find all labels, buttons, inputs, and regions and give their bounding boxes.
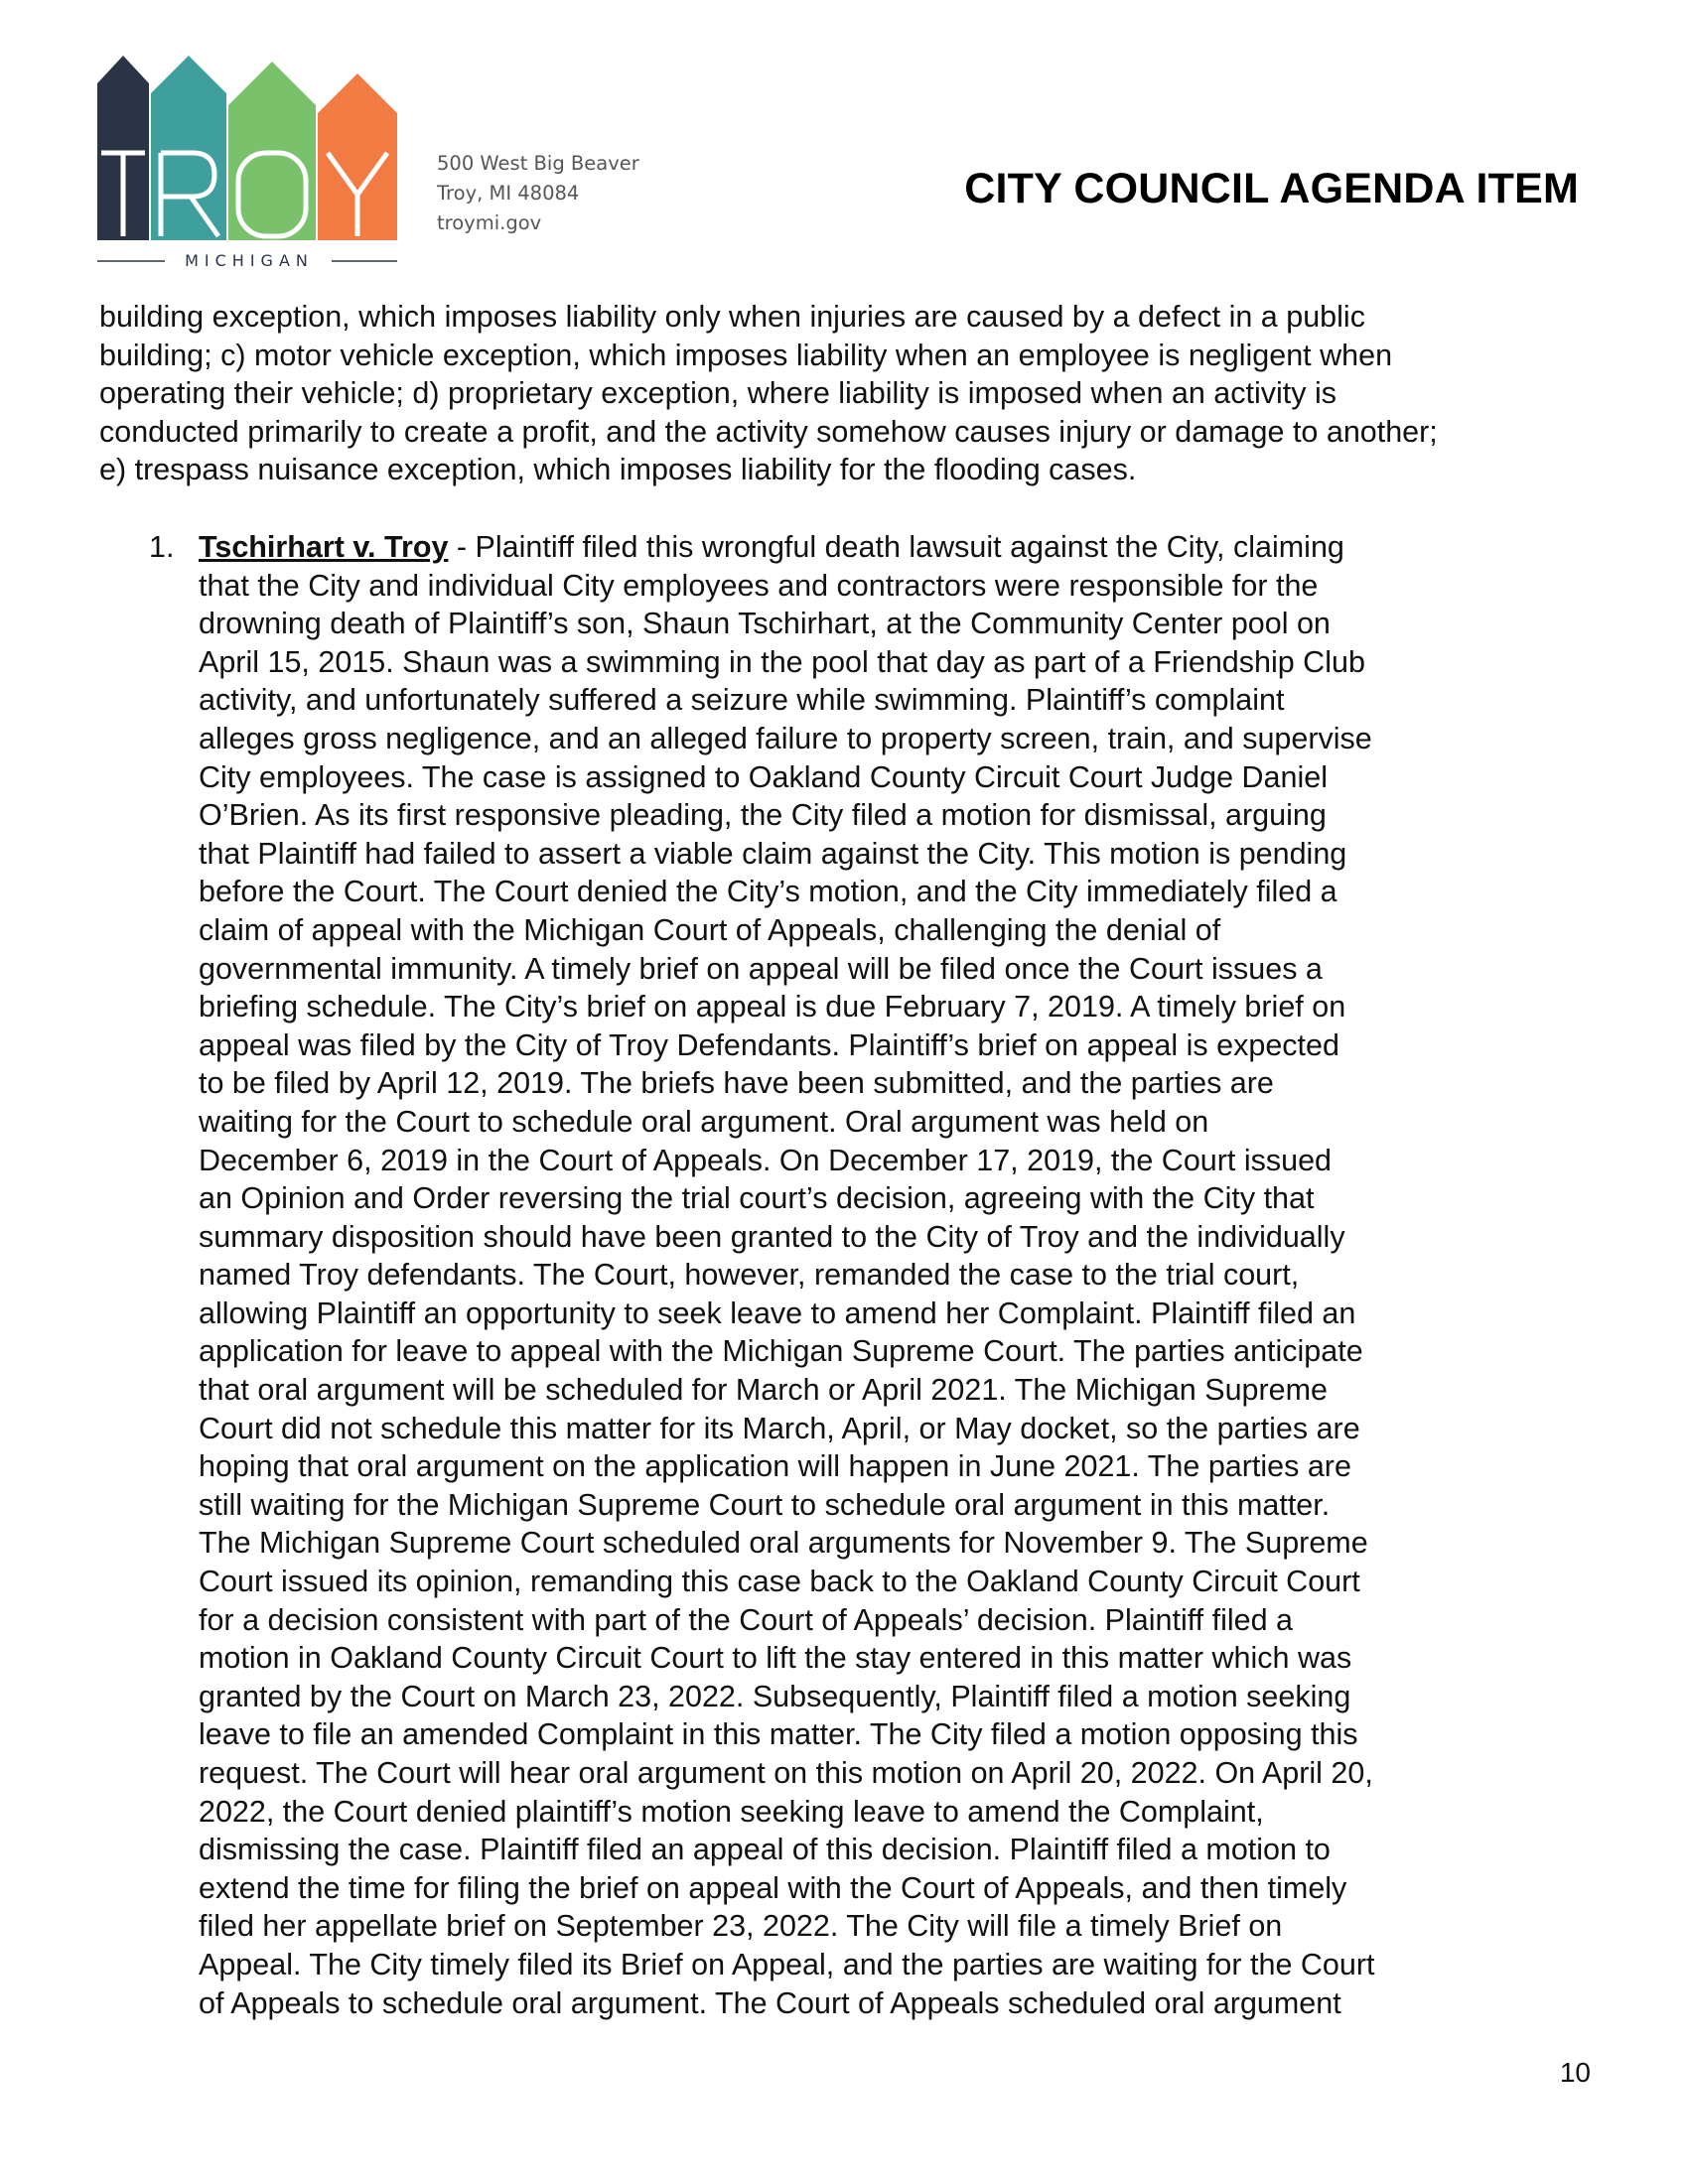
case-line: before the Court. The Court denied the City’s motion, and the City immediately filed a [199,875,1337,909]
case-line: drowning death of Plaintiff’s son, Shaun Tschirhart, at the Community Center pool on [199,607,1331,641]
case-line: City employees. The case is assigned to Oakland County Circuit Court Judge Daniel [199,759,1328,794]
logo-subtext: MICHIGAN [185,251,314,270]
case-line: to be filed by April 12, 2019. The briefs have been submitted, and the parties are [199,1066,1274,1101]
case-line: appeal was filed by the City of Troy Defendants. Plaintiff’s brief on appeal is expected [199,1027,1339,1062]
case-line: filed her appellate brief on September 23, 2022. The City will file a timely Brief on [199,1909,1283,1944]
case-line: motion in Oakland County Circuit Court to lift the stay entered in this matter which was [199,1641,1352,1676]
case-line: activity, and unfortunately suffered a seizure while swimming. Plaintiff’s complaint [199,683,1285,718]
case-line: Court did not schedule this matter for its March, April, or May docket, so the parties are [199,1411,1360,1445]
case-line: an Opinion and Order reversing the trial court’s decision, agreeing with the City that [199,1181,1315,1216]
case-line: Court issued its opinion, remanding this case back to the Oakland County Circuit Court [199,1565,1360,1599]
case-line: O’Brien. As its first responsive pleading, the City filed a motion for dismissal, arguing [199,798,1327,833]
address-city: Troy, MI 48084 [437,182,580,205]
case-line: alleges gross negligence, and an alleged failure to property screen, train, and supervise [199,721,1372,755]
case-line: claim of appeal with the Michigan Court of Appeals, challenging the denial of [199,912,1221,947]
case-line: leave to file an amended Complaint in this matter. The City filed a motion opposing this [199,1717,1358,1752]
intro-paragraph [99,298,1609,489]
case-line: of Appeals to schedule oral argument. The Court of Appeals scheduled oral argument [199,1985,1341,2020]
website-link[interactable]: troymi.gov [437,211,542,234]
case-line: application for leave to appeal with the Michigan Supreme Court. The parties anticipate [199,1334,1363,1369]
troy-logo [97,56,411,276]
case-first-line-rest: - Plaintiff filed this wrongful death lawsuit against the City, claiming [448,530,1344,564]
case-line: that the City and individual City employees and contractors were responsible for the [199,568,1319,603]
case-line: granted by the Court on March 23, 2022. Subsequently, Plaintiff filed a motion seeking [199,1679,1351,1713]
case-line: request. The Court will hear oral argument on this motion on April 20, 2022. On April 20, [199,1756,1373,1790]
case-line: Appeal. The City timely filed its Brief on Appeal, and the parties are waiting for the Court [199,1947,1375,1981]
intro-line: operating their vehicle; d) proprietary exception, where liability is imposed when an activity is [99,376,1337,411]
intro-line: conducted primarily to create a profit, and the activity somehow causes injury or damage to another; [99,414,1438,449]
case-line: for a decision consistent with part of the Court of Appeals’ decision. Plaintiff filed a [199,1602,1294,1637]
case-first-line [199,528,1374,567]
case-number: 1. [149,530,175,564]
case-line: dismissing the case. Plaintiff filed an appeal of this decision. Plaintiff filed a motion to [199,1833,1331,1867]
case-line: December 6, 2019 in the Court of Appeals. On December 17, 2019, the Court issued [199,1143,1333,1177]
case-line: named Troy defendants. The Court, however, remanded the case to the trial court, [199,1258,1300,1293]
case-line: still waiting for the Michigan Supreme Court to schedule oral argument in this matter. [199,1487,1331,1522]
case-line: briefing schedule. The City’s brief on appeal is due February 7, 2019. A timely brief on [199,990,1346,1024]
case-title: Tschirhart v. Troy [199,530,449,564]
intro-line: e) trespass nuisance exception, which imposes liability for the flooding cases. [99,453,1137,487]
case-line: summary disposition should have been granted to the City of Troy and the individually [199,1219,1345,1254]
page-number: 10 [1559,2057,1591,2088]
intro-line: building; c) motor vehicle exception, which imposes liability when an employee is negligent when [99,338,1393,372]
case-line: extend the time for filing the brief on appeal with the Court of Appeals, and then timely [199,1870,1347,1905]
address-street: 500 West Big Beaver [437,152,639,175]
case-line: governmental immunity. A timely brief on appeal will be filed once the Court issues a [199,951,1323,986]
case-line: April 15, 2015. Shaun was a swimming in the pool that day as part of a Friendship Club [199,644,1365,679]
case-line: The Michigan Supreme Court scheduled oral arguments for November 9. The Supreme [199,1526,1368,1561]
case-line: waiting for the Court to schedule oral argument. Oral argument was held on [199,1104,1209,1139]
agenda-title: CITY COUNCIL AGENDA ITEM [964,165,1579,212]
case-line: that Plaintiff had failed to assert a viable claim against the City. This motion is pending [199,836,1347,871]
case-line: 2022, the Court denied plaintiff’s motion seeking leave to amend the Complaint, [199,1794,1264,1829]
case-line: allowing Plaintiff an opportunity to seek leave to amend her Complaint. Plaintiff filed an [199,1296,1356,1330]
intro-line: building exception, which imposes liability only when injuries are caused by a defect in a public [99,300,1365,334]
case-line: that oral argument will be scheduled for March or April 2021. The Michigan Supreme [199,1373,1329,1408]
case-line: hoping that oral argument on the application will happen in June 2021. The parties are [199,1449,1351,1484]
address-block [437,149,639,238]
case-text [199,528,1374,2022]
